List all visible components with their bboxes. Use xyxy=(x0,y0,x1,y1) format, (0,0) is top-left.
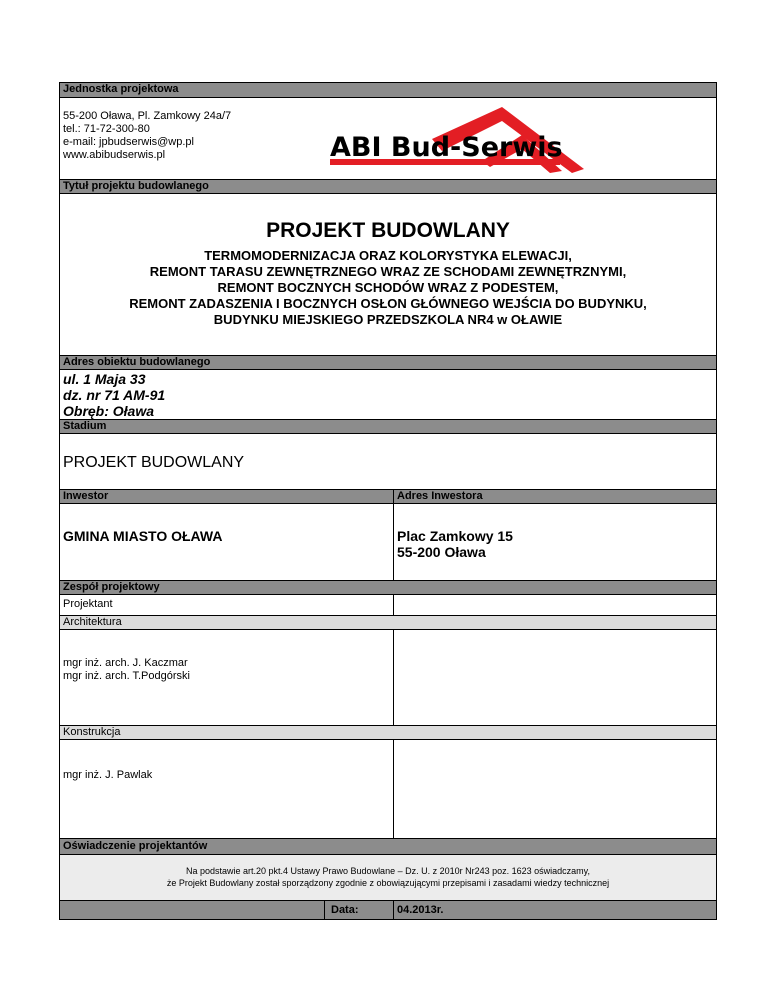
stage-section-header xyxy=(60,419,716,434)
designer-label: Projektant xyxy=(63,598,113,610)
investor-section-header xyxy=(60,489,716,504)
address-street: ul. 1 Maja 33 xyxy=(63,371,146,387)
title-section-header xyxy=(60,179,716,194)
engineer-name: mgr inż. J. Pawlak xyxy=(63,769,153,781)
project-title-block xyxy=(60,219,716,328)
firm-address: 55-200 Oława, Pl. Zamkowy 24a/7 xyxy=(63,110,232,122)
project-scope-line: TERMOMODERNIZACJA ORAZ KOLORYSTYKA ELEWACJI, xyxy=(204,248,572,263)
architecture-header xyxy=(60,615,716,630)
construction-label: Konstrukcja xyxy=(63,726,121,738)
address-precinct: Obręb: Oława xyxy=(63,403,155,419)
project-scope-line: REMONT ZADASZENIA I BOCZNYCH OSŁON GŁÓWNEGO WEJŚCIA DO BUDYNKU, xyxy=(129,296,647,311)
date-label: Data: xyxy=(331,904,359,916)
statement-line: Na podstawie art.20 pkt.4 Ustawy Prawo Budowlane – Dz. U. z 2010r Nr243 poz. 1623 oświadczamy, xyxy=(185,866,591,876)
investor-name: GMINA MIASTO OŁAWA xyxy=(63,528,223,544)
firm-website: www.abibudserwis.pl xyxy=(63,149,166,161)
stage-value: PROJEKT BUDOWLANY xyxy=(63,454,245,471)
title-sheet xyxy=(59,82,717,920)
address-section-label: Adres obiektu budowlanego xyxy=(63,356,211,368)
project-main-title: PROJEKT BUDOWLANY xyxy=(266,219,510,242)
investor-address-line: 55-200 Oława xyxy=(397,544,486,560)
address-plot: dz. nr 71 AM-91 xyxy=(63,387,166,403)
title-section-label: Tytuł projektu budowlanego xyxy=(63,180,209,192)
team-section-label: Zespół projektowy xyxy=(63,581,160,593)
investor-label: Inwestor xyxy=(63,490,109,502)
architect-name: mgr inż. arch. T.Podgórski xyxy=(63,670,190,682)
investor-address-label: Adres Inwestora xyxy=(397,490,483,502)
team-divider xyxy=(393,595,394,838)
statement-line: że Projekt Budowlany został sporządzony zgodnie z obowiązującymi przepisami i zasadami wiedzy technicznej xyxy=(166,878,610,888)
firm-logo xyxy=(322,99,602,179)
firm-contact xyxy=(63,110,323,162)
firm-section-label: Jednostka projektowa xyxy=(63,83,179,95)
stage-section-label: Stadium xyxy=(63,420,107,432)
construction-header xyxy=(60,725,716,740)
firm-phone: tel.: 71-72-300-80 xyxy=(63,123,150,135)
statement-body xyxy=(60,855,716,900)
investor-address xyxy=(397,528,513,560)
investor-divider xyxy=(393,489,394,580)
address-section-header xyxy=(60,355,716,370)
date-divider-right xyxy=(393,901,394,919)
project-scope-line: BUDYNKU MIEJSKIEGO PRZEDSZKOLA NR4 w OŁAWIE xyxy=(213,312,563,327)
date-value: 04.2013r. xyxy=(397,904,444,916)
architecture-label: Architektura xyxy=(63,616,122,628)
logo-wordmark: ABI Bud-Serwis xyxy=(330,132,563,163)
date-divider-left xyxy=(324,901,325,919)
project-scope-line: REMONT BOCZNYCH SCHODÓW WRAZ Z PODESTEM, xyxy=(217,280,559,295)
statement-section-header xyxy=(60,838,716,855)
statement-section-label: Oświadczenie projektantów xyxy=(63,840,208,852)
team-section-header xyxy=(60,580,716,595)
date-row xyxy=(60,900,716,919)
roof-logo-icon xyxy=(322,99,602,179)
firm-email: e-mail: jpbudserwis@wp.pl xyxy=(63,136,194,148)
investor-address-line: Plac Zamkowy 15 xyxy=(397,528,513,544)
project-scope-lines xyxy=(60,248,716,328)
architect-name: mgr inż. arch. J. Kaczmar xyxy=(63,657,188,669)
object-address xyxy=(63,371,165,419)
architects-list xyxy=(63,657,190,683)
firm-section-header xyxy=(60,83,716,98)
project-scope-line: REMONT TARASU ZEWNĘTRZNEGO WRAZ ZE SCHODAMI ZEWNĘTRZNYMI, xyxy=(149,264,627,279)
